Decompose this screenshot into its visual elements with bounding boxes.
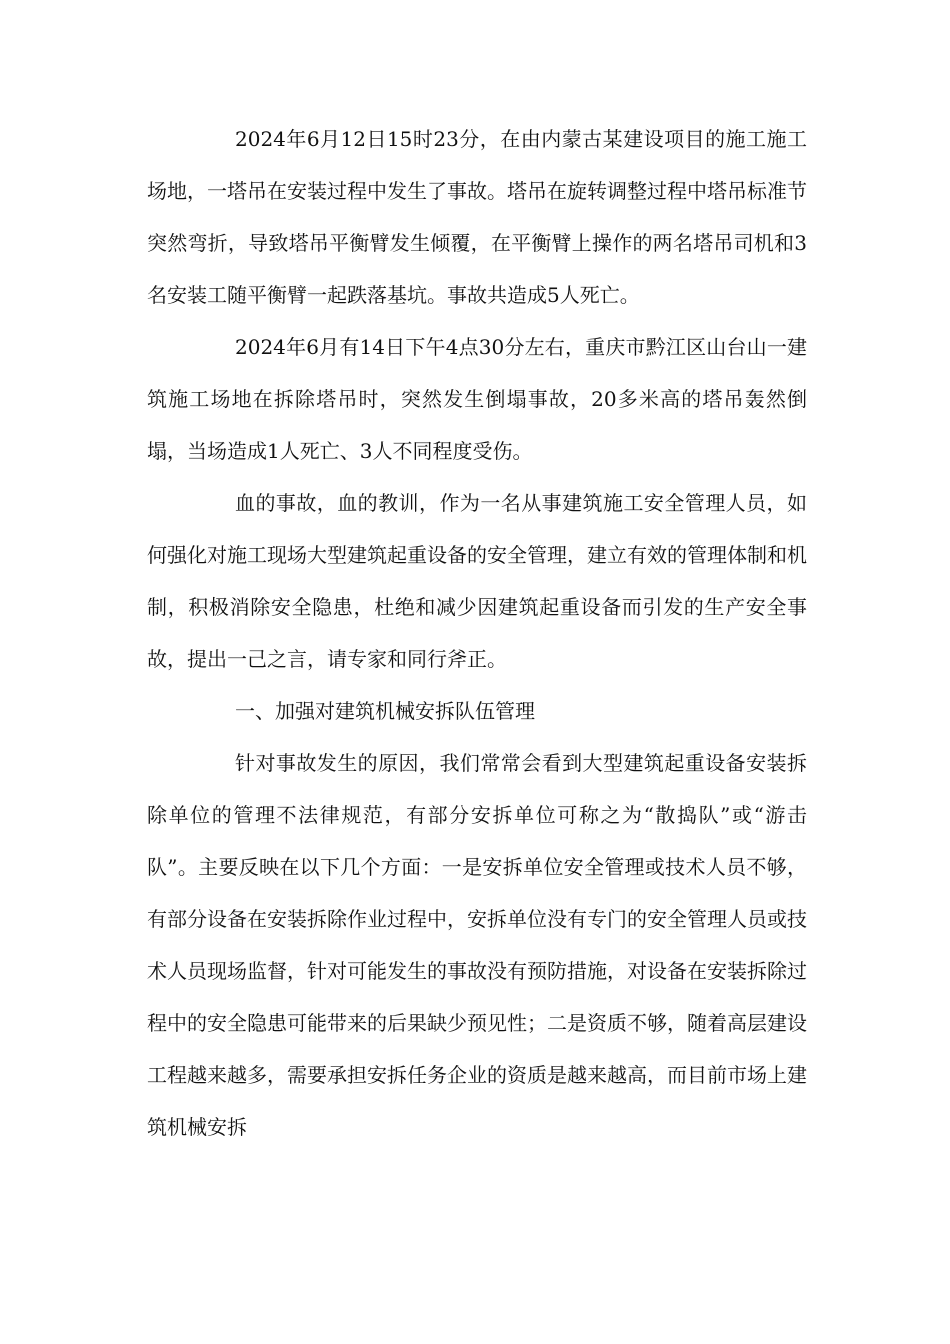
section-heading-1: 一、加强对建筑机械安拆队伍管理 (235, 699, 535, 723)
paragraph-accident-inner-mongolia: 2024年6月12日15时23分，在由内蒙古某建设项目的施工施工场地，一塔吊在安装过程中发生了事故。塔吊在旋转调整过程中塔吊标准节突然弯折，导致塔吊平衡臂发生倾覆，在平衡臂上操作的两名塔吊司机和3名安装工随平衡臂一起跌落基坑。事故共造成5人死亡。 (147, 127, 807, 307)
document-body (147, 113, 807, 1153)
paragraph-lessons: 血的事故，血的教训，作为一名从事建筑施工安全管理人员，如何强化对施工现场大型建筑起重设备的安全管理，建立有效的管理体制和机制，积极消除安全隐患，杜绝和减少因建筑起重设备而引发的生产安全事故，提出一己之言，请专家和同行斧正。 (147, 491, 807, 671)
paragraph-analysis: 针对事故发生的原因，我们常常会看到大型建筑起重设备安装拆除单位的管理不法律规范，有部分安拆单位可称之为“散捣队”或“游击队”。主要反映在以下几个方面：一是安拆单位安全管理或技术人员不够，有部分设备在安装拆除作业过程中，安拆单位没有专门的安全管理人员或技术人员现场监督，针对可能发生的事故没有预防措施，对设备在安装拆除过程中的安全隐患可能带来的后果缺少预见性；二是资质不够，随着高层建设工程越来越多，需要承担安拆任务企业的资质是越来越高，而目前市场上建筑机械安拆 (147, 751, 807, 1139)
paragraph-accident-chongqing: 2024年6月有14日下午4点30分左右，重庆市黔江区山台山一建筑施工场地在拆除塔吊时，突然发生倒塌事故，20多米高的塔吊轰然倒塌，当场造成1人死亡、3人不同程度受伤。 (147, 335, 807, 463)
